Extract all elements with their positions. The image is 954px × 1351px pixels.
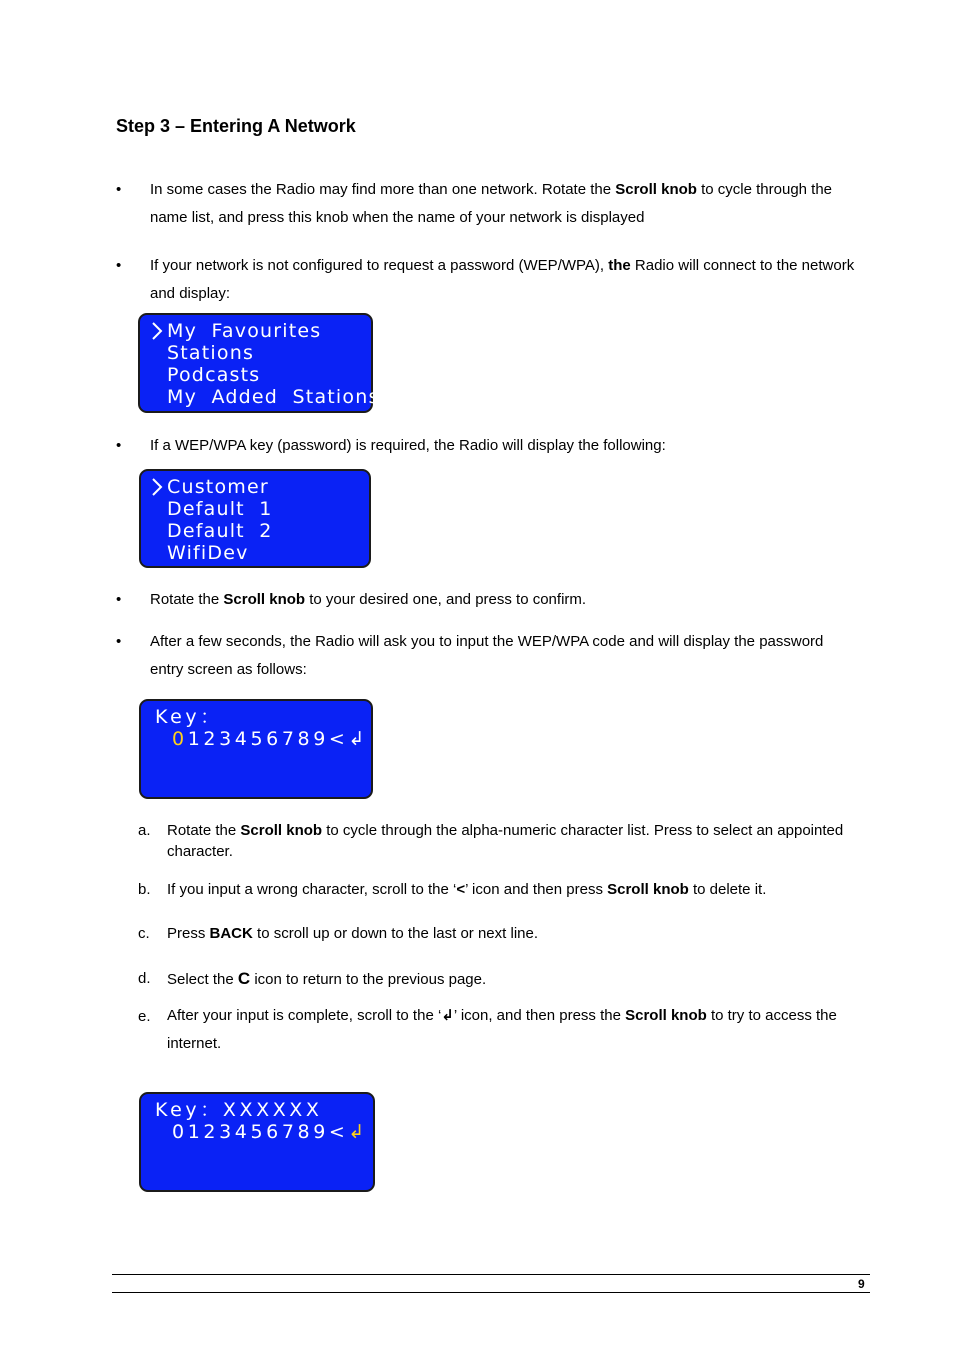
text: In some cases the Radio may find more than one network. Rotate the — [150, 181, 616, 198]
list-item-a — [167, 820, 867, 862]
list-label: b. — [138, 881, 151, 898]
text: ’ icon, and then press the — [453, 1007, 626, 1024]
text: to delete it. — [688, 881, 767, 898]
paragraph-multiple-networks — [150, 176, 860, 232]
backspace-icon: < — [328, 1121, 349, 1143]
text: icon to return to the previous page. — [250, 971, 487, 988]
menu-line: My Added Stations — [167, 386, 380, 408]
chevron-right-icon — [151, 321, 163, 341]
menu-line: Stations — [167, 342, 255, 364]
text: to cycle through the name list, and press this knob when the name of your network is displayed — [150, 181, 833, 226]
key-label: Key：XXXXXX — [155, 1099, 323, 1121]
scroll-knob-term: Scroll knob — [223, 591, 306, 608]
text: to try to access the internet. — [167, 1007, 837, 1052]
list-item-b — [167, 879, 867, 900]
bullet-marker: • — [116, 181, 122, 198]
back-button-term: BACK — [209, 925, 253, 942]
lcd-screen-key-entry — [139, 699, 395, 799]
text: Rotate the — [150, 591, 224, 608]
enter-icon: ↲ — [348, 728, 368, 750]
paragraph-password-entry: After a few seconds, the Radio will ask you to input the WEP/WPA code and will display the password entry screen as follows: — [150, 633, 824, 678]
scroll-knob-term: Scroll knob — [615, 181, 697, 198]
backspace-icon: < — [328, 728, 349, 750]
page-number: 9 — [858, 1277, 865, 1291]
menu-line: My Favourites — [167, 320, 322, 342]
lcd-screen-network-list — [139, 469, 371, 568]
lcd-screen-key-entered — [139, 1092, 395, 1192]
text: to cycle through the alpha-numeric character list. Press to select an appointed character. — [167, 822, 844, 860]
text: Select the — [167, 971, 238, 988]
network-line: Default 2 — [167, 520, 273, 542]
bullet-marker: • — [116, 257, 122, 274]
key-char-row — [172, 1121, 394, 1143]
list-item-e — [167, 1002, 867, 1058]
list-item-c — [167, 923, 867, 944]
network-line: WifiDev — [167, 542, 249, 564]
key-label: Key： — [155, 706, 223, 728]
clear-icon: C — [367, 1121, 395, 1143]
list-label: a. — [138, 822, 151, 839]
network-line: Customer — [167, 476, 269, 498]
bullet-marker: • — [116, 591, 122, 608]
clear-icon: C — [237, 969, 251, 988]
lcd-screen-main-menu — [138, 313, 380, 413]
footer-rule-bottom — [112, 1292, 870, 1293]
enter-icon: ↲ — [348, 1121, 368, 1143]
bold-term: the — [608, 257, 631, 274]
list-label: d. — [138, 970, 151, 987]
text: If your network is not configured to request a password (WEP/WPA), — [150, 257, 609, 274]
text: If you input a wrong character, scroll to the ‘ — [167, 881, 457, 898]
paragraph-rotate-confirm — [150, 586, 860, 614]
section-heading: Step 3 – Entering A Network — [116, 116, 356, 136]
selected-char: 0 — [172, 728, 188, 750]
menu-line: Podcasts — [167, 364, 261, 386]
chevron-right-icon — [151, 477, 163, 497]
paragraph-no-password — [150, 252, 860, 308]
clear-icon: C — [367, 728, 395, 750]
list-label: c. — [138, 925, 150, 942]
text: Rotate the — [167, 822, 241, 839]
footer-rule-top — [112, 1274, 870, 1275]
text: Radio will connect to the network and display: — [150, 257, 855, 302]
backspace-icon: < — [456, 881, 466, 898]
text: After your input is complete, scroll to the ‘ — [167, 1007, 442, 1024]
char-list: 0123456789 — [172, 1121, 329, 1143]
paragraph-key-required: If a WEP/WPA key (password) is required, the Radio will display the following: — [150, 437, 666, 454]
text: ’ icon and then press — [465, 881, 608, 898]
enter-icon: ↲ — [441, 1007, 454, 1024]
text: to scroll up or down to the last or next line. — [252, 925, 539, 942]
text: Press — [167, 925, 210, 942]
scroll-knob-term: Scroll knob — [625, 1007, 707, 1024]
key-char-row — [172, 728, 394, 750]
char-list: 123456789 — [187, 728, 329, 750]
scroll-knob-term: Scroll knob — [240, 822, 323, 839]
text: to your desired one, and press to confirm. — [305, 591, 587, 608]
scroll-knob-term: Scroll knob — [607, 881, 689, 898]
list-label: e. — [138, 1008, 151, 1025]
bullet-marker: • — [116, 633, 122, 650]
list-item-d — [167, 968, 867, 990]
bullet-marker: • — [116, 437, 122, 454]
network-line: Default 1 — [167, 498, 273, 520]
